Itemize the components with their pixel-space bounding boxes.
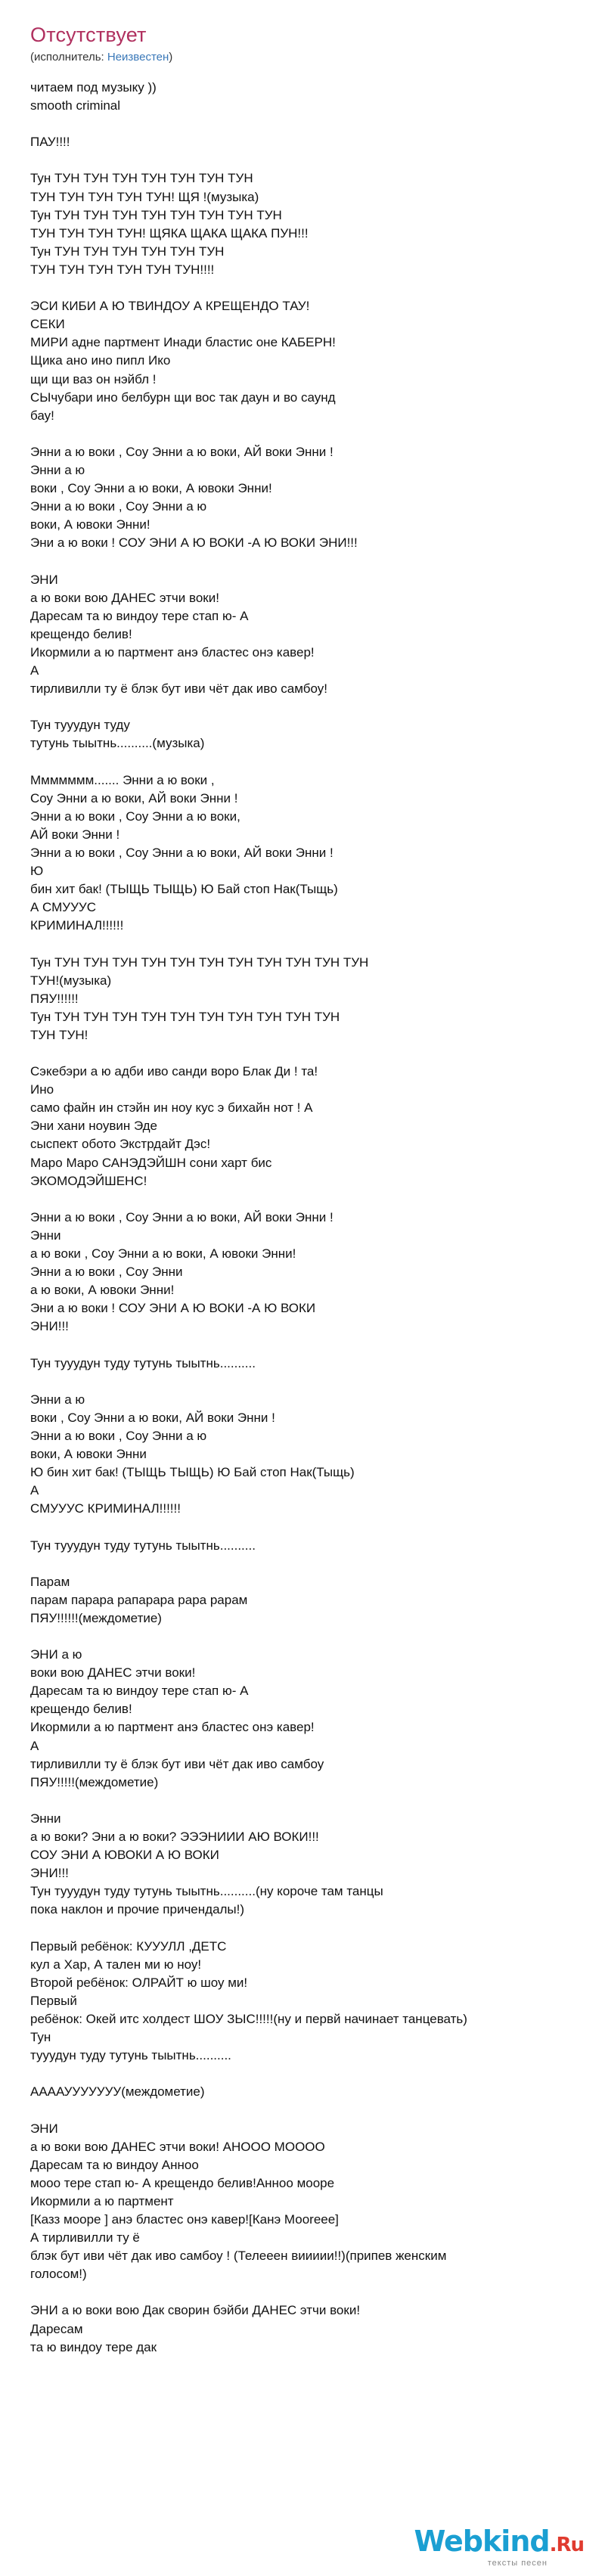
performer-suffix: ) — [169, 51, 173, 64]
brand-logo[interactable] — [414, 2526, 584, 2568]
song-title: Отсутствует — [30, 23, 147, 46]
performer-prefix: (исполнитель: — [30, 51, 107, 64]
performer-link[interactable]: Неизвестен — [107, 51, 169, 64]
lyrics-text: читаем под музыку )) smooth criminal ПАУ!!!! Тун ТУН ТУН ТУН ТУН ТУН ТУН ТУН ТУН ТУН ТУН ТУН ТУН! ЩЯ !(музыка) Тун ТУН ТУН ТУН ТУН ТУН ТУН ТУН ТУН ТУН ТУН ТУН ТУН! ЩЯКА ЩАКА ЩАКА ПУН!!! Тун ТУН ТУН ТУН ТУН ТУН ТУН ТУН ТУН ТУН ТУН ТУН ТУН!!!! ЭСИ КИБИ А Ю ТВИНДОУ А КРЕЩЕНДО ТАУ! СЕКИ МИРИ адне партмент Инади бластис оне КАБЕРН! Щика ано ино пипл Ико щи щи ваз он нэйбл ! СЫчубари ино белбурн щи вос так даун и во саунд бау! Энни а ю воки , Соу Энни а ю воки, АЙ воки Энни ! Энни а ю воки , Соу Энни а ю воки, А ювоки Энни! Энни а ю воки , Соу Энни а ю воки, А ювоки Энни! Эни а ю воки ! СОУ ЭНИ А Ю ВОКИ -А Ю ВОКИ ЭНИ!!! ЭНИ а ю воки вою ДАНЕС этчи воки! Даресам та ю виндоу тере стап ю- А крещендо белив! Икормили а ю партмент анэ бластес онэ кавер! А тирливилли ту ё блэк бут иви чёт дак иво самбоу! Тун тууудун туду тутунь тыытнь..........(музыка) Ммммммм....... Энни а ю воки , Соу Энни а ю воки, АЙ воки Энни ! Энни а ю воки , Соу Энни а ю воки, АЙ воки Энни ! Энни а ю воки , Соу Энни а ю воки, АЙ воки Энни ! Ю бин хит бак! (ТЫЩЬ ТЫЩЬ) Ю Бай стоп Нак(Тыщь) А СМУУУС КРИМИНАЛ!!!!!! Тун ТУН ТУН ТУН ТУН ТУН ТУН ТУН ТУН ТУН ТУН ТУН ТУН!(музыка) ПЯУ!!!!!! Тун ТУН ТУН ТУН ТУН ТУН ТУН ТУН ТУН ТУН ТУН ТУН ТУН! Сэкебэри а ю адби иво санди воро Блак Ди ! та! Ино само файн ин стэйн ин ноу кус э бихайн нот ! А Эни хани ноувин Эде сыспект обото Экстрдайт Дэс! Маро Маро САНЭДЭЙШН сони харт бис ЭКОМОДЭЙШЕНС! Энни а ю воки , Соу Энни а ю воки, АЙ воки Энни ! Энни а ю воки , Соу Энни а ю воки, А ювоки Энни! Энни а ю воки , Соу Энни а ю воки, А ювоки Энни! Эни а ю воки ! СОУ ЭНИ А Ю ВОКИ -А Ю ВОКИ ЭНИ!!! Тун тууудун туду тутунь тыытнь.......... Энни а ю воки , Соу Энни а ю воки, АЙ воки Энни ! Энни а ю воки , Соу Энни а ю воки, А ювоки Энни Ю бин хит бак! (ТЫЩЬ ТЫЩЬ) Ю Бай стоп Нак(Тыщь) А СМУУУС КРИМИНАЛ!!!!!! Тун тууудун туду тутунь тыытнь.......... Парам парам парара рапарара рара рарам ПЯУ!!!!!!(междометие) ЭНИ а ю воки вою ДАНЕС этчи воки! Даресам та ю виндоу тере стап ю- А крещендо белив! Икормили а ю партмент анэ бластес онэ кавер! А тирливилли ту ё блэк бут иви чёт дак иво самбоу ПЯУ!!!!!(междометие) Энни а ю воки? Эни а ю воки? ЭЭЭНИИИ АЮ ВОКИ!!! СОУ ЭНИ А ЮВОКИ А Ю ВОКИ ЭНИ!!! Тун тууудун туду тутунь тыытнь..........(ну короче там танцы пока наклон и прочие причендалы!) Первый ребёнок: КУУУЛЛ ,ДЕТС кул а Хар, А тален ми ю ноу! Второй ребёнок: ОЛРАЙТ ю шоу ми! Первый ребёнок: Окей итс холдест ШОУ ЗЫС!!!!!(ну и первй начинает танцевать) Тун тууудун туду тутунь тыытнь.......... ААААУУУУУУУ(междометие) ЭНИ а ю воки вою ДАНЕС этчи воки! АНОOO МОООО Даресам та ю виндоу Анноо мооо тере стап ю- А крещендо белив!Анноо мооре Икормили а ю партмент [Казз мооре ] анэ бластес онэ кавер![Канэ Мооreee] А тирливилли ту ё блэк бут иви чёт дак иво самбоу ! (Телееен виииии!!)(припев женским голосом!) ЭНИ а ю воки вою Дак сворин бэйби ДАНЕС этчи воки! Даресам та ю виндоу тере дак — [30, 80, 467, 2354]
performer-line — [30, 50, 590, 65]
brand-ru-text: .Ru — [549, 2534, 584, 2556]
song-header — [30, 21, 590, 65]
brand-kind-text: kind — [482, 2525, 550, 2558]
brand-web-text: Web — [414, 2525, 483, 2558]
brand-wordmark — [414, 2526, 584, 2560]
brand-subtitle: тексты песен — [487, 2559, 548, 2568]
